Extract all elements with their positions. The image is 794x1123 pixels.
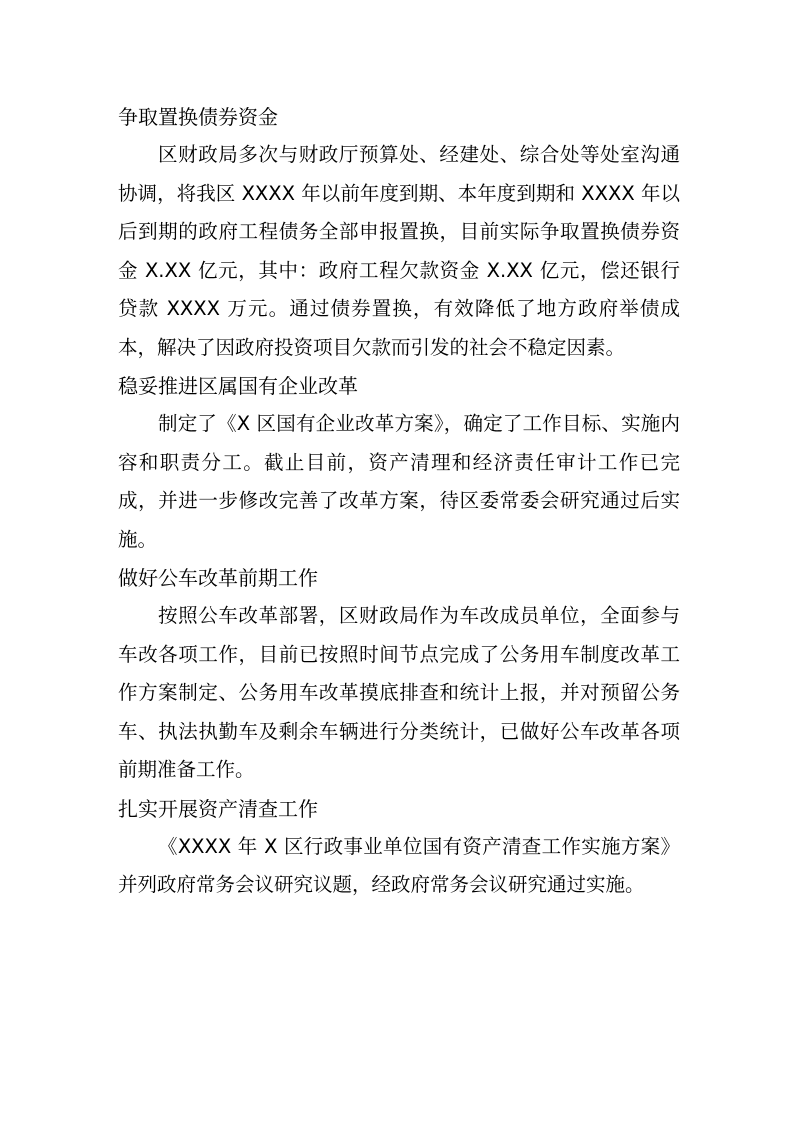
- section-body-bond-replacement: 区财政局多次与财政厅预算处、经建处、综合处等处室沟通协调，将我区 XXXX 年以前年度到期、本年度到期和 XXXX 年以后到期的政府工程债务全部申报置换，目前实际争取置换债券资金 X.XX 亿元，其中：政府工程欠款资金 X.XX 亿元，偿还银行贷款 XXXX 万元。通过债券置换，有效降低了地方政府举债成本，解决了因政府投资项目欠款而引发的社会不稳定因素。: [118, 143, 680, 359]
- section-body-soe-reform: 制定了《X 区国有企业改革方案》，确定了工作目标、实施内容和职责分工。截止目前，资产清理和经济责任审计工作已完成，并进一步修改完善了改革方案，待区委常委会研究通过后实施。: [118, 412, 680, 551]
- section-heading-bond-replacement: 争取置换债券资金: [118, 105, 278, 129]
- section-heading-vehicle-reform: 做好公车改革前期工作: [118, 566, 318, 590]
- document-body: [118, 98, 680, 905]
- section-heading-soe-reform: 稳妥推进区属国有企业改革: [118, 374, 358, 398]
- section-heading-asset-inventory: 扎实开展资产清查工作: [118, 796, 318, 821]
- section-body-asset-inventory: 《XXXX 年 X 区行政事业单位国有资产清查工作实施方案》并列政府常务会议研究议题，经政府常务会议研究通过实施。: [118, 834, 680, 896]
- section-body-vehicle-reform: 按照公车改革部署，区财政局作为车改成员单位，全面参与车改各项工作，目前已按照时间节点完成了公务用车制度改革工作方案制定、公务用车改革摸底排查和统计上报，并对预留公务车、执法执勤车及剩余车辆进行分类统计，已做好公车改革各项前期准备工作。: [118, 604, 680, 781]
